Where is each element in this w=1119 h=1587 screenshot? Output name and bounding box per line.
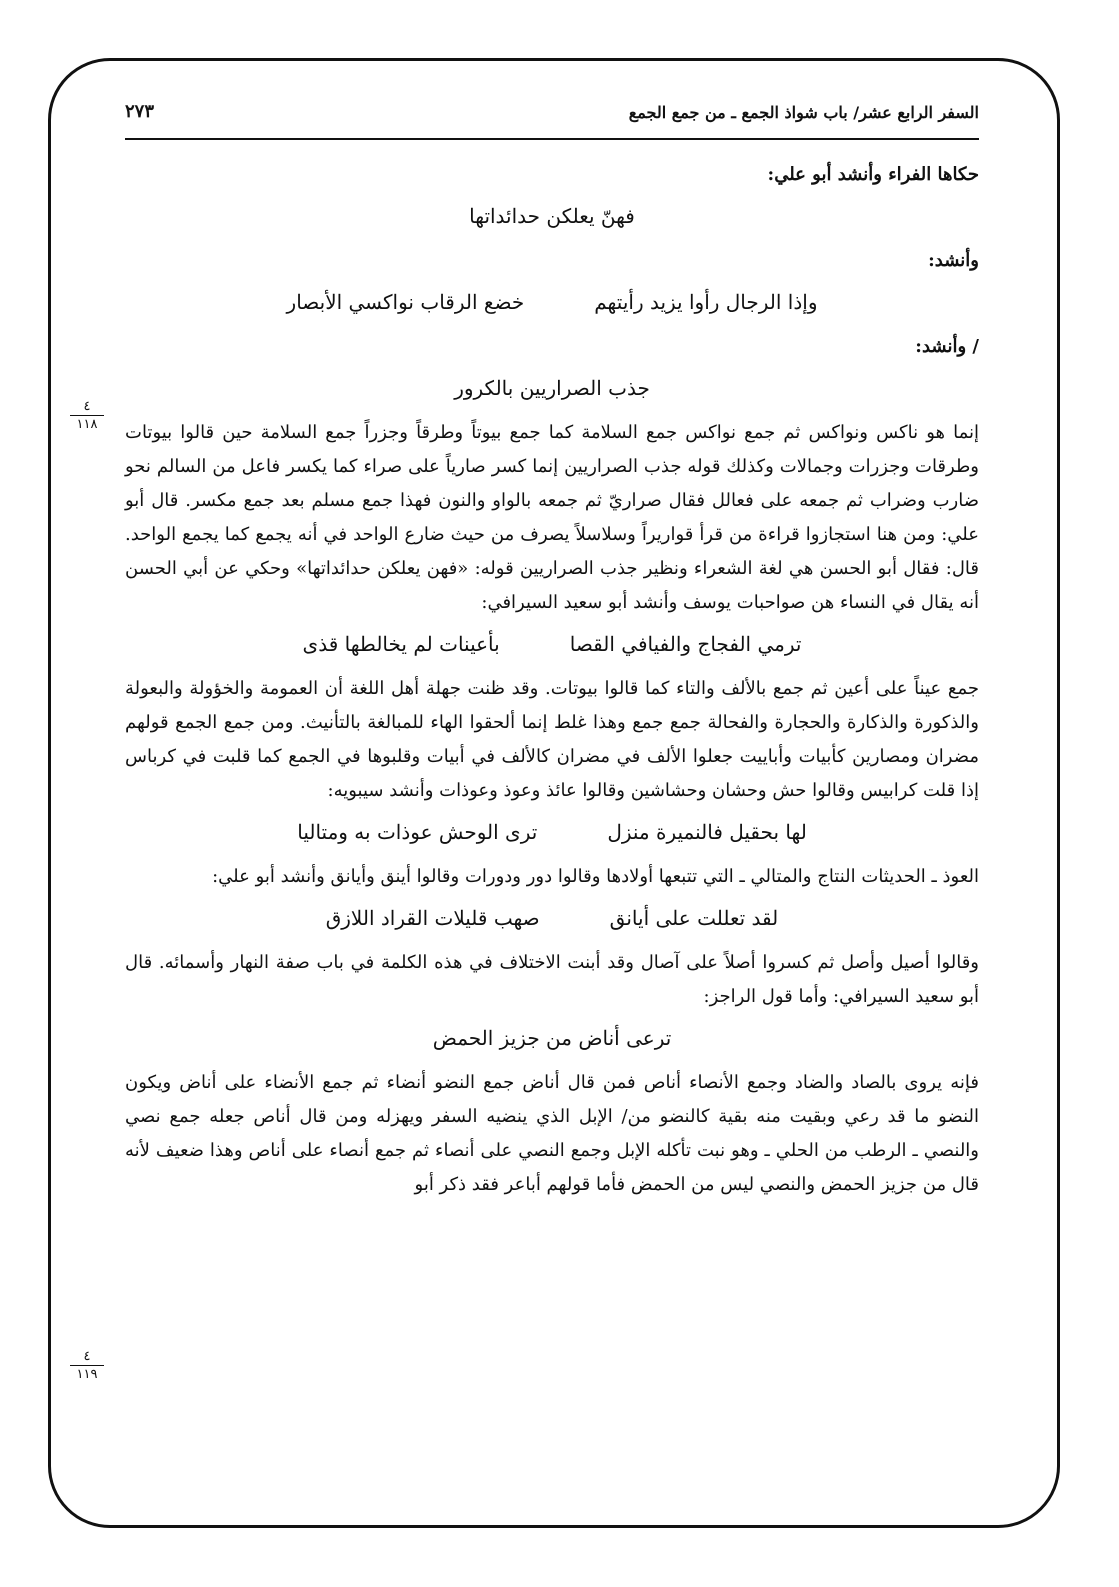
margin-folio-note xyxy=(70,1350,104,1382)
verse-couplet xyxy=(125,812,979,852)
verse-hemistich-first: وإذا الرجال رأوا يزيد رأيتهم xyxy=(594,290,818,314)
header-rule xyxy=(125,138,979,140)
margin-note-top: ٤ xyxy=(70,400,104,416)
margin-note-top: ٤ xyxy=(70,1350,104,1366)
verse-line: فهنّ يعلكن حدائداتها xyxy=(469,204,635,228)
verse-hemistich-second: ترى الوحش عوذات به ومتاليا xyxy=(297,820,538,844)
verse-hemistich-second: صهب قليلات القراد اللازق xyxy=(325,906,540,930)
verse-line: ترعى أناض من جزيز الحمض xyxy=(432,1026,672,1050)
page-number: ٢٧٣ xyxy=(125,101,155,122)
page-body xyxy=(125,158,979,1202)
verse-hemistich-first: ترمي الفجاج والفيافي القصا xyxy=(569,632,802,656)
verse-hemistich-first: لها بحقيل فالنميرة منزل xyxy=(607,820,807,844)
verse-couplet xyxy=(125,282,979,322)
paragraph: وقالوا أصيل وأصل ثم كسروا أصلاً على آصال وقد أبنت الاختلاف في هذه الكلمة في باب صفة النهار وأسمائه. قال أبو سعيد السيرافي: وأما قول الراجز: xyxy=(125,952,979,1007)
verse-hemistich-first: لقد تعللت على أيانق xyxy=(609,906,779,930)
verse-couplet xyxy=(125,624,979,664)
header-title: السفر الرابع عشر/ باب شواذ الجمع ـ من جمع الجمع xyxy=(628,103,979,122)
verse-couplet xyxy=(125,898,979,938)
paragraph: / وأنشد: xyxy=(915,336,979,357)
paragraph: العوذ ـ الحديثات النتاج والمتالي ـ التي تتبعها أولادها وقالوا دور ودورات وقالوا أينق وأيانق وأنشد أبو علي: xyxy=(212,866,979,887)
verse-line: جذب الصراريين بالكرور xyxy=(454,376,650,400)
verse-hemistich-second: بأعينات لم يخالطها قذى xyxy=(302,632,500,656)
margin-note-bottom: ١١٩ xyxy=(76,1367,98,1382)
margin-note-bottom: ١١٨ xyxy=(76,417,98,432)
margin-folio-note xyxy=(70,400,104,432)
paragraph: وأنشد: xyxy=(928,250,979,271)
paragraph: جمع عيناً على أعين ثم جمع بالألف والتاء كما قالوا بيوتات. وقد ظنت جهلة أهل اللغة أن العمومة والخؤولة والبعولة والذكورة والذكارة والحجارة والفحالة جمع جمع وهذا غلط إنما ألحقوا الهاء للمبالغة بالتأنيث. ومن جمع الجمع قولهم مضران ومصارين كأبيات وأباييت جعلوا الألف في مضران كالألف في أبيات وقلبوها في الجمع كما قلبت في كرباس إذا قلت كرابيس وقالوا حش وحشان وحشاشين وقالوا عائذ وعوذ وعوذات وأنشد سيبويه: xyxy=(125,678,979,801)
paragraph: إنما هو ناكس ونواكس ثم جمع نواكس جمع السلامة كما جمع بيوتاً وطرقاً وجزراً جمع السلامة حين قالوا بيوتات وطرقات وجزرات وجمالات وكذلك قوله جذب الصراريين إنما كسر صارياً على صراء كما يكسر فاعل من السالم نحو ضارب وضراب ثم جمعه على فعالل فقال صراريّ ثم جمعه بالواو والنون فهذا جمع مسلم بعد جمع مكسر. قال أبو علي: ومن هنا استجازوا قراءة من قرأ قواريراً وسلاسلاً يصرف من حيث ضارع الواحد في أنه يجمع كما يجمع الواحد. قال: فقال أبو الحسن هي لغة الشعراء ونظير جذب الصراريين قوله: «فهن يعلكن حدائداتها» وحكي عن أبي الحسن أنه يقال في النساء هن صواحبات يوسف وأنشد أبو سعيد السيرافي: xyxy=(125,422,980,613)
paragraph: حكاها الفراء وأنشد أبو علي: xyxy=(767,164,979,185)
verse-hemistich-second: خضع الرقاب نواكسي الأبصار xyxy=(286,290,525,314)
running-header xyxy=(125,94,979,122)
paragraph: فإنه يروى بالصاد والضاد وجمع الأنصاء أناص فمن قال أناض جمع النضو أنضاء ثم جمع الأنضاء على أناض ويكون النضو ما قد رعي وبقيت منه بقية كالنضو من/ الإبل الذي ينضيه السفر ويهزله ومن قال أناص جعله جمع نصي والنصي ـ الرطب من الحلي ـ وهو نبت تأكله الإبل وجمع النصي على أنصاء ثم جمع أنصاء على أناص وهذا ضعيف لأنه قال من جزيز الحمض والنصي ليس من الحمض فأما قولهم أباعر فقد ذكر أبو xyxy=(125,1072,979,1195)
